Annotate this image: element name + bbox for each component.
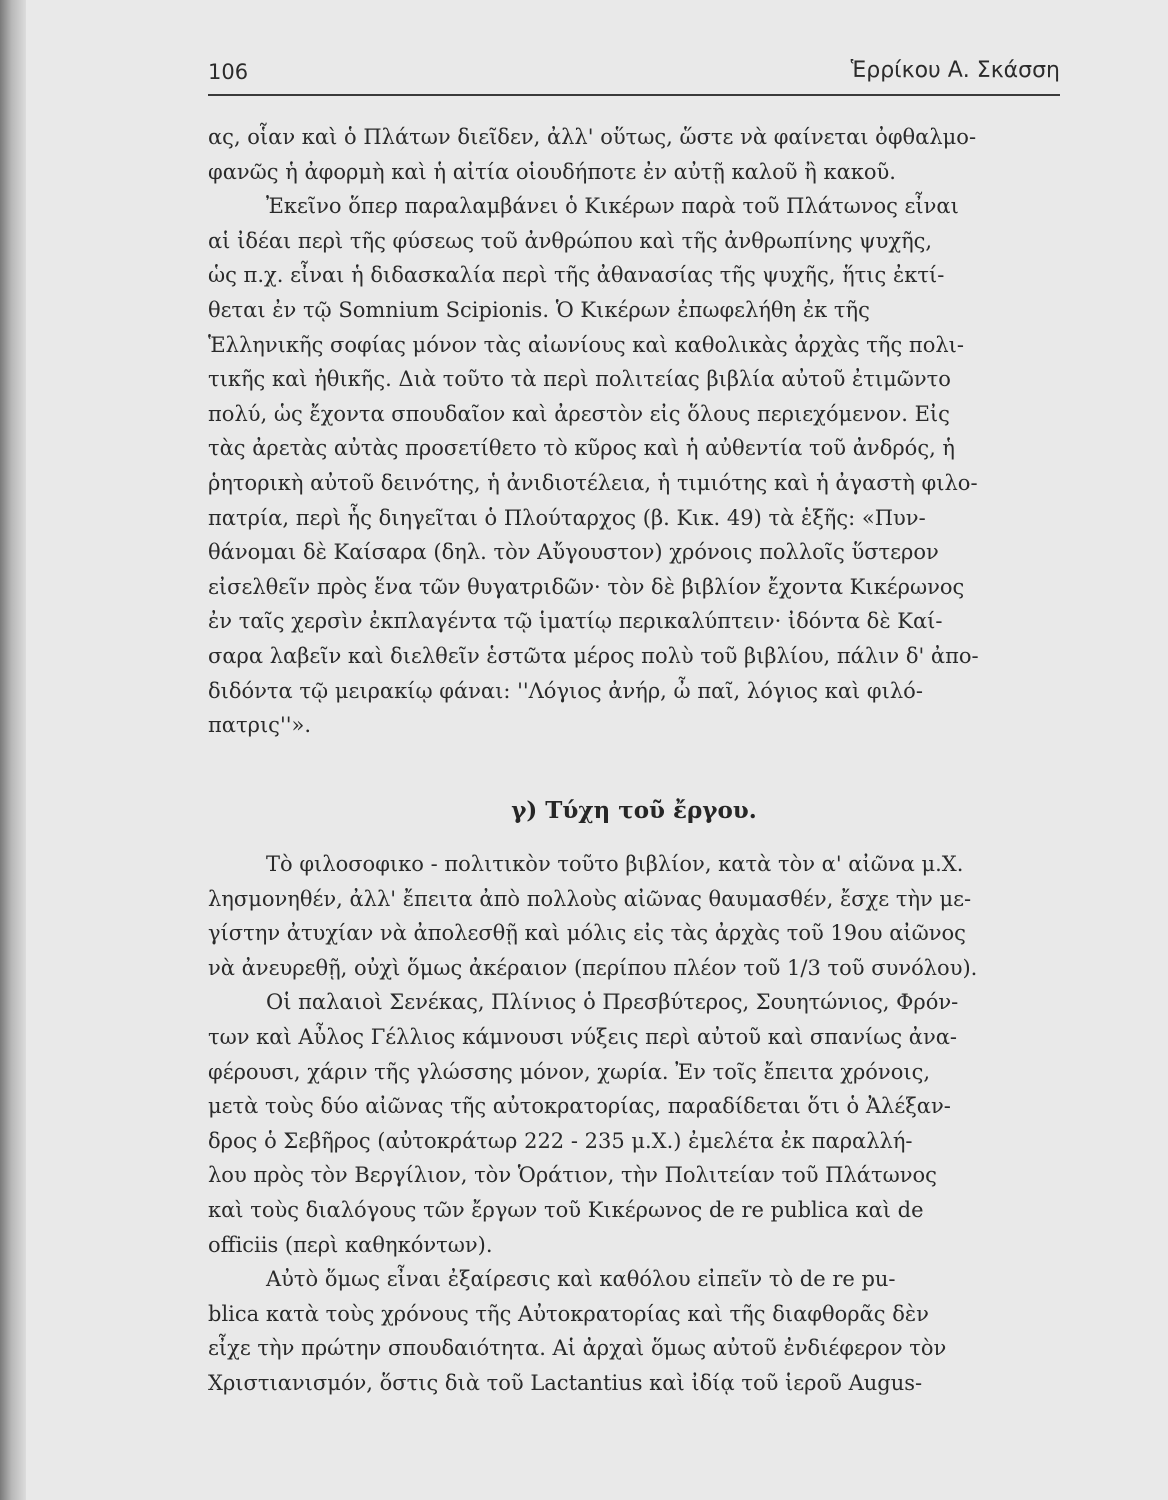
page-gutter-shadow: [0, 0, 26, 1500]
text-line: δρος ὁ Σεβῆρος (αὐτοκράτωρ 222 - 235 μ.Χ.) ἐμελέτα ἐκ παραλλή-: [208, 1128, 913, 1153]
text-line: ας, οἷαν καὶ ὁ Πλάτων διεῖδεν, ἀλλ' οὕτως, ὥστε νὰ φαίνεται ὀφθαλμο-: [208, 125, 977, 149]
text-line: blica κατὰ τοὺς χρόνους τῆς Αὐτοκρατορίας καὶ τῆς διαφθορᾶς δὲν: [208, 1301, 929, 1326]
text-line: φανῶς ἡ ἀφορμὴ καὶ ἡ αἰτία οἱουδήποτε ἐν αὐτῇ καλοῦ ἢ κακοῦ.: [208, 159, 896, 184]
text-line: μετὰ τοὺς δύο αἰῶνας τῆς αὐτοκρατορίας, παραδίδεται ὅτι ὁ Ἀλέξαν-: [208, 1094, 951, 1119]
text-line: τικῆς καὶ ἠθικῆς. Διὰ τοῦτο τὰ περὶ πολιτείας βιβλία αὐτοῦ ἐτιμῶντο: [208, 367, 951, 392]
text-line: σαρα λαβεῖν καὶ διελθεῖν ἑστῶτα μέρος πολὺ τοῦ βιβλίου, πάλιν δ' ἀπο-: [208, 643, 979, 668]
text-line: θάνομαι δὲ Καίσαρα (δηλ. τὸν Αὔγουστον) χρόνοις πολλοῖς ὕστερον: [208, 540, 939, 565]
text-line: officiis (περὶ καθηκόντων).: [208, 1232, 493, 1257]
text-line: πατρις''».: [208, 713, 312, 738]
header-rule: [208, 94, 1060, 96]
text-line: λου πρὸς τὸν Βεργίλιον, τὸν Ὁράτιον, τὴν Πολιτείαν τοῦ Πλάτωνος: [208, 1163, 937, 1188]
text-line: Οἱ παλαιοὶ Σενέκας, Πλίνιος ὁ Πρεσβύτερος, Σουητώνιος, Φρόν-: [266, 990, 959, 1015]
text-line: καὶ τοὺς διαλόγους τῶν ἔργων τοῦ Κικέρωνος de re publica καὶ de: [208, 1197, 924, 1222]
body-text-section-1: [208, 120, 1060, 743]
text-line: Αὐτὸ ὅμως εἶναι ἐξαίρεσις καὶ καθόλου εἰπεῖν τὸ de re pu-: [266, 1267, 896, 1292]
text-line: γίστην ἀτυχίαν νὰ ἀπολεσθῇ καὶ μόλις εἰς τὰς ἀρχὰς τοῦ 19ου αἰῶνος: [208, 921, 966, 946]
running-title: Ἑρρίκου Α. Σκάσση: [850, 58, 1060, 83]
text-line: πολύ, ὡς ἔχοντα σπουδαῖον καὶ ἀρεστὸν εἰς ὅλους περιεχόμενον. Εἰς: [208, 401, 950, 426]
text-line: αἱ ἰδέαι περὶ τῆς φύσεως τοῦ ἀνθρώπου καὶ τῆς ἀνθρωπίνης ψυχῆς,: [208, 228, 933, 253]
text-line: πατρία, περὶ ἧς διηγεῖται ὁ Πλούταρχος (β. Κικ. 49) τὰ ἑξῆς: «Πυν-: [208, 505, 926, 530]
text-line: ὡς π.χ. εἶναι ἡ διδασκαλία περὶ τῆς ἀθανασίας τῆς ψυχῆς, ἥτις ἐκτί-: [208, 263, 945, 288]
text-line: νὰ ἀνευρεθῇ, οὐχὶ ὅμως ἀκέραιον (περίπου πλέον τοῦ 1/3 τοῦ συνόλου).: [208, 955, 978, 980]
body-text-section-2: [208, 847, 1060, 1401]
text-line: τὰς ἀρετὰς αὐτὰς προσετίθετο τὸ κῦρος καὶ ἡ αὐθεντία τοῦ ἀνδρός, ἡ: [208, 436, 956, 461]
text-line: λησμονηθέν, ἀλλ' ἔπειτα ἀπὸ πολλοὺς αἰῶνας θαυμασθέν, ἔσχε τὴν με-: [208, 886, 972, 911]
text-line: διδόντα τῷ μειρακίῳ φάναι: ''Λόγιος ἀνήρ, ὦ παῖ, λόγιος καὶ φιλό-: [208, 678, 923, 703]
text-line: Ἐκεῖνο ὅπερ παραλαμβάνει ὁ Κικέρων παρὰ τοῦ Πλάτωνος εἶναι: [266, 194, 959, 219]
text-line: Ἑλληνικῆς σοφίας μόνον τὰς αἰωνίους καὶ καθολικὰς ἀρχὰς τῆς πολι-: [208, 332, 964, 357]
text-line: εἶχε τὴν πρώτην σπουδαιότητα. Αἱ ἀρχαὶ ὅμως αὐτοῦ ἐνδιέφερον τὸν: [208, 1336, 947, 1361]
text-line: εἰσελθεῖν πρὸς ἕνα τῶν θυγατριδῶν· τὸν δὲ βιβλίον ἔχοντα Κικέρωνος: [208, 574, 965, 599]
text-line: Χριστιανισμόν, ὅστις διὰ τοῦ Lactantius καὶ ἰδίᾳ τοῦ ἱεροῦ Augus-: [208, 1370, 923, 1395]
text-line: Τὸ φιλοσοφικο - πολιτικὸν τοῦτο βιβλίον, κατὰ τὸν α' αἰῶνα μ.Χ.: [266, 852, 964, 876]
text-line: φέρουσι, χάριν τῆς γλώσσης μόνον, χωρία. Ἐν τοῖς ἔπειτα χρόνοις,: [208, 1059, 931, 1084]
text-line: ῥητορικὴ αὐτοῦ δεινότης, ἡ ἀνιδιοτέλεια, ἡ τιμιότης καὶ ἡ ἀγαστὴ φιλο-: [208, 470, 978, 495]
page-number: 106: [208, 60, 249, 84]
text-line: των καὶ Αὖλος Γέλλιος κάμνουσι νύξεις περὶ αὐτοῦ καὶ σπανίως ἀνα-: [208, 1024, 958, 1049]
section-heading: γ) Τύχη τοῦ ἔργου.: [511, 797, 757, 824]
text-line: θεται ἐν τῷ Somnium Scipionis. Ὁ Κικέρων ἐπωφελήθη ἐκ τῆς: [208, 297, 870, 322]
text-line: ἐν ταῖς χερσὶν ἐκπλαγέντα τῷ ἱματίῳ περικαλύπτειν· ἰδόντα δὲ Καί-: [208, 609, 943, 634]
page-header: [208, 56, 1060, 90]
